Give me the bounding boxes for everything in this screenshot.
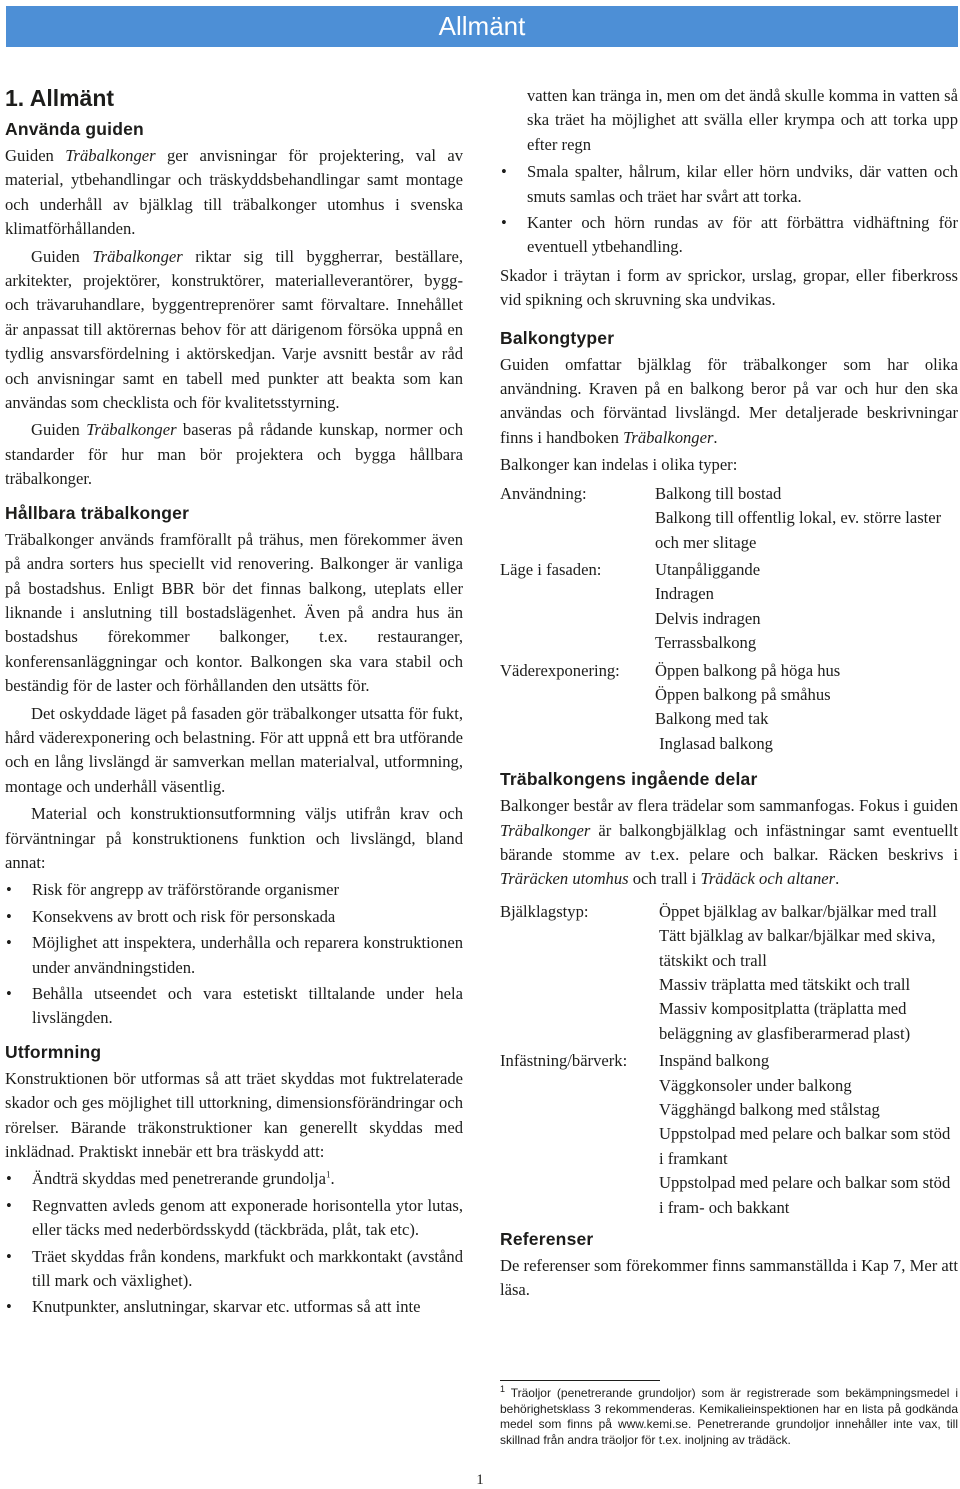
type-label: Väderexponering: (500, 660, 620, 680)
footnote-marker: 1 (500, 1384, 506, 1394)
type-value: Inglasad balkong (655, 733, 773, 753)
part-value: Uppstolpad med pelare och balkar som stöd i fram- och bakkant (659, 1173, 951, 1217)
type-group-usage (500, 482, 958, 555)
part-value: Vägghängd balkong med stålstag (659, 1100, 880, 1120)
heading-durable-balconies: Hållbara träbalkonger (5, 502, 190, 523)
paragraph-references: De referenser som förekommer finns sammanställda i Kap 7, Mer att läsa. (500, 1256, 958, 1300)
part-value: Inspänd balkong (659, 1051, 770, 1071)
type-value: Utanpåliggande (655, 559, 761, 579)
type-label: Användning: (500, 483, 587, 503)
type-value: Öppen balkong på småhus (655, 684, 831, 704)
paragraph-usage: Träbalkonger används framförallt på trähus, men förekommer även på andra sorters hus speciellt vid renovering. Balkonger är vanliga på bostadshus. Enligt BBR bör det finnas balkong, uteplats eller liknande i anslutning till bostadslägenhet. Även på andra hus än bostadshus förekommer balkonger, t.ex. restauranger, konferensanläggningar och kontor. Balkongen ska vara stabil och beständig för de laster och förhållanden den utsätts för. (5, 529, 463, 696)
requirements-list (5, 878, 463, 1030)
paragraph-design: Konstruktionen bör utformas så att träet skyddas mot fuktrelaterade skador och ges möjlighet till uttorkning, dimensionsförändringar och rörelser. Bärande träkonstruktioner kan generellt skyddas med inklädnad. Praktiskt innebär ett bra träskydd att: (5, 1068, 463, 1162)
type-value: Terrassbalkong (655, 633, 757, 653)
type-label: Läge i fasaden: (500, 559, 602, 579)
part-label: Infästning/bärverk: (500, 1051, 628, 1071)
list-item: • Knutpunkter, anslutningar, skarvar etc. utformas så att inte (5, 1295, 463, 1319)
list-item: • Regnvatten avleds genom att exponerade horisontella ytor lutas, eller täcks med nederbördsskydd (täckbräda, plåt, tak etc). (5, 1194, 463, 1243)
balcony-types-list (500, 482, 958, 756)
section-banner: Allmänt (6, 6, 958, 47)
list-item: • Kanter och hörn rundas av för att förbättra vidhäftning för eventuell ytbehandling. (500, 211, 958, 260)
paragraph-surface-damage: Skador i träytan i form av sprickor, urslag, gropar, eller fiberkross vid spikning och skruvning ska undvikas. (500, 265, 958, 310)
page-number: 1 (476, 1472, 484, 1488)
heading-balcony-types: Balkongtyper (500, 327, 615, 348)
type-value: Delvis indragen (655, 608, 761, 628)
balcony-parts-list (500, 900, 958, 1220)
list-item: • Möjlighet att inspektera, underhålla och reparera konstruktionen under användningstiden. (5, 931, 463, 980)
type-value: Balkong med tak (655, 709, 769, 729)
footnote: $^1$ Träoljor (penetrerande grundoljor) som är registrerade som bekämpningsmedel i behörighetsklass 3 rekommenderas. Kemikalieinspektionen har en lista på godkända medel som finns på www.kemi.se. Penetrerande grundoljor innehåller inte vax, till skillnad från andra träoljor för t.ex. inoljning av trädäck. (500, 1384, 958, 1447)
paragraph-exposure: Det oskyddade läget på fasaden gör träbalkonger utsatta för fukt, hård väderexponering och belastning. För att uppnå ett bra utförande och en lång livslängd är samverkan mellan materialval, utformning, montage och underhåll väsentlig. (5, 703, 463, 796)
type-value: Indragen (655, 584, 714, 604)
wood-protection-list (5, 1167, 463, 1319)
heading-balcony-parts: Träbalkongens ingående delar (500, 769, 758, 790)
part-value: Massiv träplatta med tätskikt och trall (659, 975, 911, 994)
part-value: Massiv kompositplatta (träplatta med beläggning av glasfiberarmerad plast) (659, 999, 911, 1043)
list-item: • Ändträ skyddas med penetrerande grundolja$^1$. (5, 1167, 463, 1191)
part-value: Tätt bjälklag av balkar/bjälkar med skiva, tätskikt och trall (659, 926, 936, 970)
type-group-facade (500, 558, 958, 656)
footnote-ref: 1 (325, 1169, 331, 1180)
paragraph-basis: Guiden Träbalkonger baseras på rådande kunskap, normer och standarder för hur man bör projektera och bygga hållbara träbalkonger. (5, 420, 463, 489)
type-value: Öppen balkong på höga hus (655, 660, 841, 680)
paragraph-material-choice: Material och konstruktionsutformning väljs utifrån krav och förväntningar på konstruktionens funktion och livslängd, bland annat: (5, 804, 463, 872)
paragraph-types-lead: Balkonger kan indelas i olika typer: (500, 455, 738, 475)
part-label: Bjälklagstyp: (500, 901, 589, 921)
heading-references: Referenser (500, 1229, 594, 1250)
part-value: Uppstolpad med pelare och balkar som stöd i framkant (659, 1124, 951, 1168)
paragraph-parts: Balkonger består av flera trädelar som sammanfogas. Fokus i guiden Träbalkonger är balkongbjälklag och infästningar samt eventuellt bärande stomme av t.ex. pelare och balkar. Räcken beskrivs i Träräcken utomhus och trall i Trädäck och altaner. (500, 796, 958, 889)
part-group-fastening (500, 1049, 958, 1220)
part-value: Väggkonsoler under balkong (659, 1075, 852, 1095)
heading-using-guide: Använda guiden (5, 119, 144, 139)
wood-protection-list-cont (500, 160, 958, 260)
list-item: • Smala spalter, hålrum, kilar eller hörn undviks, där vatten och smuts samlas och träet har svårt att torka. (500, 160, 958, 209)
type-group-weather (500, 659, 958, 757)
part-value: Öppet bjälklag av balkar/bjälkar med trall (659, 901, 937, 921)
list-item: • Risk för angrepp av träförstörande organismer (5, 878, 463, 902)
list-item: • Behålla utseendet och vara estetiskt tilltalande under hela livslängden. (5, 982, 463, 1031)
list-item: • Konsekvens av brott och risk för personskada (5, 905, 463, 929)
paragraph-types-intro: Guiden omfattar bjälklag för träbalkonger som har olika användning. Kraven på en balkong beror på var och hur den ska användas och förväntad livslängd. Mer detaljerade beskrivningar finns i handboken Träbalkonger. (500, 354, 958, 447)
paragraph-guide-intro: Guiden Träbalkonger ger anvisningar för projektering, val av material, ytbehandlingar och träskyddsbehandlingar samt montage och underhåll av bjälklag till träbalkonger utomhus i svenska klimatförhållanden. (5, 146, 463, 239)
heading-design: Utformning (5, 1041, 102, 1062)
right-column (500, 84, 958, 1306)
list-item: • Träet skyddas från kondens, markfukt och markkontakt (avstånd till mark och växlighet). (5, 1245, 463, 1294)
list-item-continued: vatten kan tränga in, men om det ändå skulle komma in vatten så ska träet ha möjlighet att svälla eller krympa och att torka upp efter regn (527, 86, 958, 154)
left-column (5, 84, 463, 1324)
footnote-divider (500, 1380, 660, 1381)
chapter-title: 1. Allmänt (5, 85, 115, 111)
type-value: Balkong till offentlig lokal, ev. större laster och mer slitage (655, 508, 942, 552)
type-value: Balkong till bostad (655, 483, 782, 503)
part-group-deck (500, 900, 958, 1046)
paragraph-target-audience: Guiden Träbalkonger riktar sig till byggherrar, beställare, arkitekter, projektörer, konstruktörer, materialleverantörer, bygg- och trävaruhandlare, byggentreprenörer samt förvaltare. Innehållet är anpassat till aktörernas behov för att därigenom försöka uppnå en tydlig ansvarsfördelning i aktörskedjan. Varje avsnitt består av råd och anvisningar samt en tabell med punkter att beakta som kan användas som checklista och för kvalitetsstyrning. (5, 246, 463, 413)
